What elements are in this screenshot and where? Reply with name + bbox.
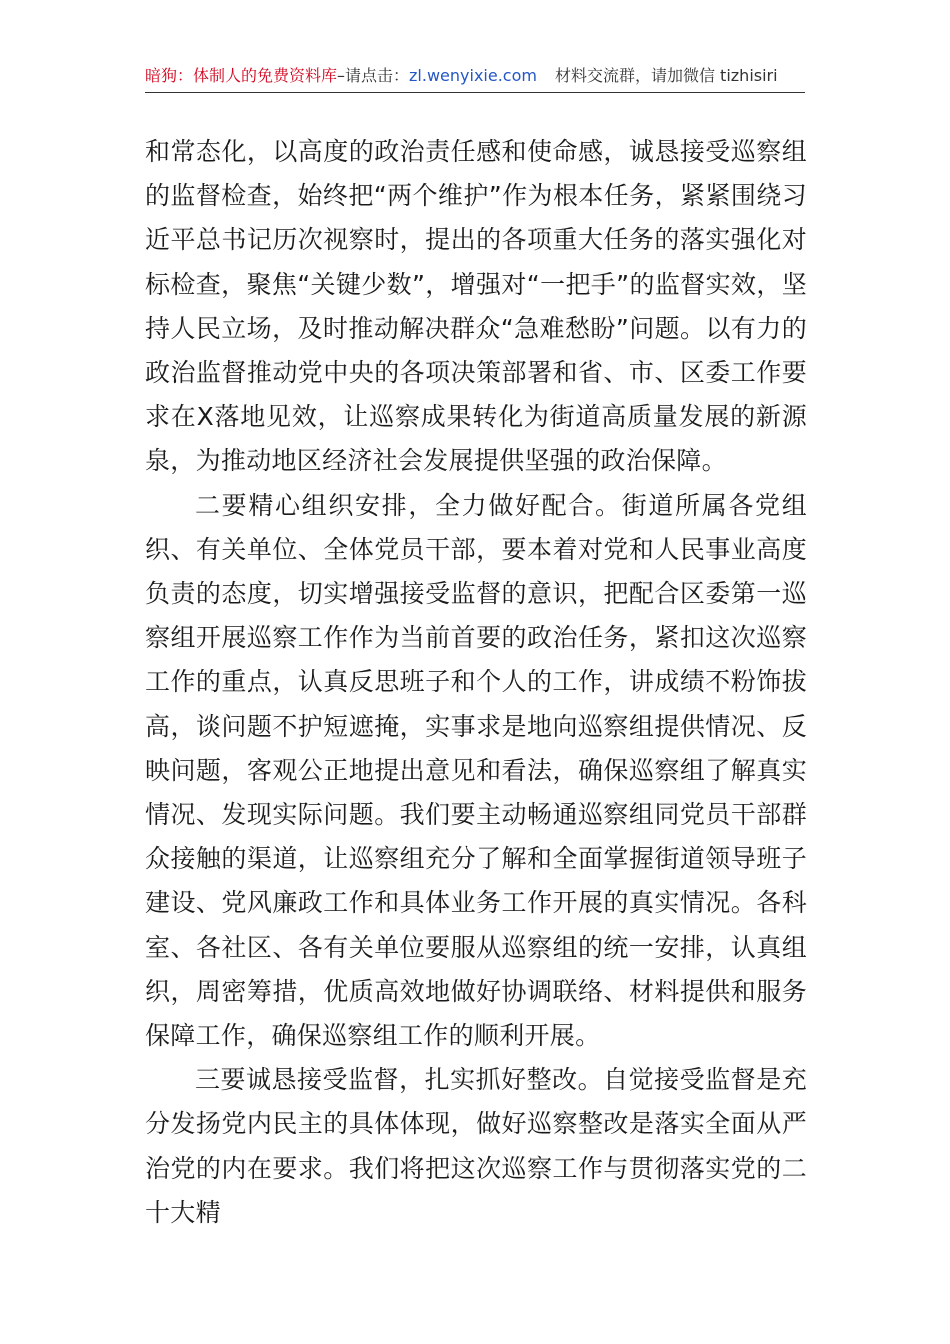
paragraph-continuation: 和常态化，以高度的政治责任感和使命感，诚恳接受巡察组的监督检查，始终把“两个维护”作为根本任务，紧紧围绕习近平总书记历次视察时，提出的各项重大任务的落实强化对标检查，聚焦“关键少数”，增强对“一把手”的监督实效，坚持人民立场，及时推动解决群众“急难愁盼”问题。以有力的政治监督推动党中央的各项决策部署和省、市、区委工作要求在X落地见效，让巡察成果转化为街道高质量发展的新源泉，为推动地区经济社会发展提供坚强的政治保障。 <box>145 137 807 476</box>
header-divider <box>145 92 805 93</box>
paragraph-supervision: 三要诚恳接受监督，扎实抓好整改。自觉接受监督是充分发扬党内民主的具体体现，做好巡察整改是落实全面从严治党的内在要求。我们将把这次巡察工作与贯彻落实党的二十大精 <box>145 1065 807 1227</box>
paragraph-organize: 二要精心组织安排，全力做好配合。街道所属各党组织、有关单位、全体党员干部，要本着对党和人民事业高度负责的态度，切实增强接受监督的意识，把配合区委第一巡察组开展巡察工作作为当前首要的政治任务，紧扣这次巡察工作的重点，认真反思班子和个人的工作，讲成绩不粉饰拔高，谈问题不护短遮掩，实事求是地向巡察组提供情况、反映问题，客观公正地提出意见和看法，确保巡察组了解真实情况、发现实际问题。我们要主动畅通巡察组同党员干部群众接触的渠道，让巡察组充分了解和全面掌握街道领导班子建设、党风廉政工作和具体业务工作开展的真实情况。各科室、各社区、各有关单位要服从巡察组的统一安排，认真组织，周密筹措，优质高效地做好协调联络、材料提供和服务保障工作，确保巡察组工作的顺利开展。 <box>145 490 807 1051</box>
page-header <box>145 66 805 86</box>
header-link[interactable]: zl.wenyixie.com <box>409 66 537 85</box>
header-group-note: 材料交流群，请加微信 tizhisiri <box>554 66 778 85</box>
header-brand: 暗狗：体制人的免费资料库 <box>145 66 338 85</box>
header-click-prompt: –请点击： <box>337 66 410 85</box>
document-body <box>145 130 807 1235</box>
